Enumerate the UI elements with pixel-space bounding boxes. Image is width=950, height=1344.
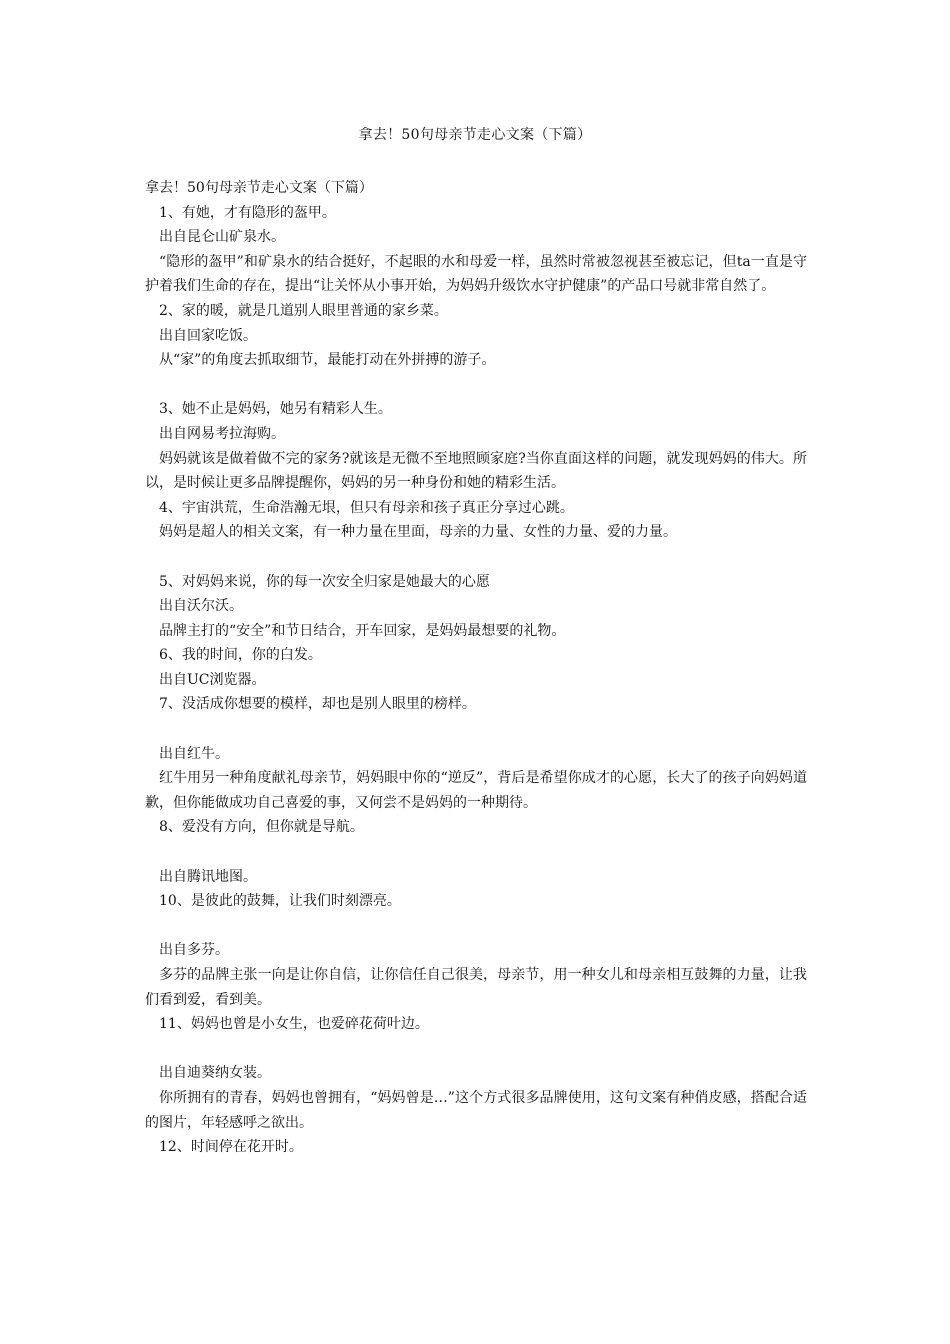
paragraph: 妈妈就该是做着做不完的家务?就该是无微不至地照顾家庭?当你直面这样的问题，就发现妈妈的伟大。所以，是时候让更多品牌提醒你，妈妈的另一种身份和她的精彩生活。 bbox=[145, 450, 807, 492]
list-item: 4、宇宙洪荒，生命浩瀚无垠，但只有母亲和孩子真正分享过心跳。 bbox=[159, 499, 574, 516]
page-title: 拿去！50句母亲节走心文案（下篇） bbox=[358, 127, 592, 143]
source-line: 出自回家吃饭。 bbox=[159, 327, 257, 344]
blank-line bbox=[145, 545, 807, 570]
blank-line bbox=[145, 373, 807, 398]
source-line: 出自迪葵纳女装。 bbox=[159, 1065, 271, 1082]
source-line: 出自红牛。 bbox=[159, 745, 229, 762]
source-line: 出自昆仑山矿泉水。 bbox=[159, 229, 285, 246]
blank-line bbox=[145, 717, 807, 742]
list-item: 1、有她，才有隐形的盔甲。 bbox=[159, 204, 336, 221]
paragraph: 多芬的品牌主张一向是让你自信，让你信任自己很美，母亲节，用一种女儿和母亲相互鼓舞的力量，让我们看到爱，看到美。 bbox=[145, 967, 807, 1008]
paragraph: “隐形的盔甲”和矿泉水的结合挺好，不起眼的水和母爱一样，虽然时常被忽视甚至被忘记，但ta一直是守护着我们生命的存在，提出“让关怀从小事开始，为妈妈升级饮水守护健康”的产品口号就非常自然了。 bbox=[145, 253, 807, 295]
document-subtitle: 拿去！50句母亲节走心文案（下篇） bbox=[145, 180, 373, 196]
blank-line bbox=[145, 914, 807, 939]
list-item: 5、对妈妈来说，你的每一次安全归家是她最大的心愿 bbox=[159, 573, 490, 590]
blank-line bbox=[145, 1037, 807, 1062]
list-item: 10、是彼此的鼓舞，让我们时刻漂亮。 bbox=[159, 893, 401, 910]
list-item: 3、她不止是妈妈，她另有精彩人生。 bbox=[159, 401, 392, 418]
source-line: 出自网易考拉海购。 bbox=[159, 425, 285, 442]
source-line: 出自腾讯地图。 bbox=[159, 868, 257, 885]
document-body bbox=[145, 176, 807, 1160]
list-item: 2、家的暖，就是几道别人眼里普通的家乡菜。 bbox=[159, 302, 448, 319]
list-item: 8、爱没有方向，但你就是导航。 bbox=[159, 819, 364, 836]
source-line: 出自沃尔沃。 bbox=[159, 598, 243, 615]
list-item: 6、我的时间，你的白发。 bbox=[159, 647, 322, 664]
list-item: 11、妈妈也曾是小女生，也爱碎花荷叶边。 bbox=[159, 1016, 429, 1033]
source-line: 出自多芬。 bbox=[159, 942, 229, 959]
list-item: 12、时间停在花开时。 bbox=[159, 1139, 303, 1156]
paragraph: 红牛用另一种角度献礼母亲节，妈妈眼中你的“逆反”，背后是希望你成才的心愿，长大了的孩子向妈妈道歉，但你能做成功自己喜爱的事，又何尝不是妈妈的一种期待。 bbox=[145, 770, 807, 811]
paragraph: 你所拥有的青春，妈妈也曾拥有，“妈妈曾是…”这个方式很多品牌使用，这句文案有种俏皮感，搭配合适的图片，年轻感呼之欲出。 bbox=[145, 1089, 807, 1131]
paragraph: 妈妈是超人的相关文案，有一种力量在里面，母亲的力量、女性的力量、爱的力量。 bbox=[159, 524, 677, 541]
source-line: 出自UC浏览器。 bbox=[159, 671, 266, 688]
paragraph: 从“家”的角度去抓取细节，最能打动在外拼搏的游子。 bbox=[159, 352, 496, 369]
paragraph: 品牌主打的“安全”和节日结合，开车回家，是妈妈最想要的礼物。 bbox=[159, 622, 566, 639]
list-item: 7、没活成你想要的模样，却也是别人眼里的榜样。 bbox=[159, 696, 476, 713]
blank-line bbox=[145, 840, 807, 865]
